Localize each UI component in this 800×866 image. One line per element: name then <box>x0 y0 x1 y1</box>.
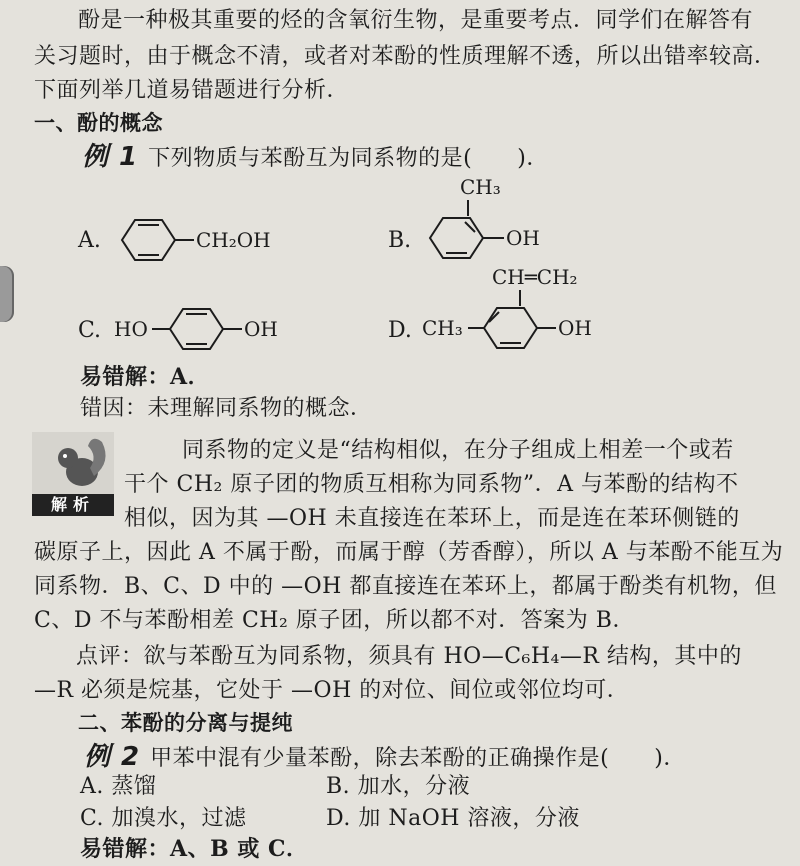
option-c-right-group: OH <box>244 317 278 341</box>
example-1-question-text: 下列物质与苯酚互为同系物的是( )． <box>148 146 549 171</box>
option-a-group: CH₂OH <box>196 228 271 252</box>
option-d-structure <box>422 262 622 362</box>
analysis-line-6: C、D 不与苯酚相差 CH₂ 原子团，所以都不对．答案为 B． <box>34 608 635 633</box>
example-2-option-b: B. 加水，分液 <box>326 774 471 799</box>
example-2-question <box>84 742 686 774</box>
page-side-tab[interactable] <box>0 266 14 322</box>
option-b-label: B. <box>388 228 412 253</box>
intro-line-3: 下面列举几道易错题进行分析． <box>34 78 350 103</box>
option-d-label: D. <box>388 318 412 343</box>
example-2-wrong-answer: 易错解：A、B 或 C． <box>80 836 309 862</box>
example-1-question <box>82 142 549 174</box>
example-1-wrong-reason: 错因：未理解同系物的概念． <box>80 396 373 421</box>
example-2-question-text: 甲苯中混有少量苯酚，除去苯酚的正确操作是( )． <box>150 746 686 771</box>
analysis-line-5: 同系物．B、C、D 中的 —OH 都直接连在苯环上，都属于酚类有机物，但 <box>34 574 777 599</box>
option-c-structure <box>114 298 304 358</box>
option-d-left-group: CH₃ <box>422 316 463 340</box>
option-b-oh: OH <box>506 226 540 250</box>
example-2-tag: 例 2 <box>84 742 141 772</box>
analysis-line-4: 碳原子上，因此 A 不属于酚，而属于醇（芳香醇），所以 A 与苯酚不能互为 <box>34 540 784 565</box>
option-c-left-group: HO <box>114 317 148 341</box>
example-2-option-a: A. 蒸馏 <box>80 774 157 799</box>
example-2-option-d: D. 加 NaOH 溶液，分液 <box>326 806 580 831</box>
option-b-structure <box>420 172 560 272</box>
intro-line-2: 关习题时，由于概念不清，或者对苯酚的性质理解不透，所以出错率较高． <box>34 44 777 69</box>
example-1-wrong-answer: 易错解：A． <box>80 364 211 390</box>
section-1-title: 一、酚的概念 <box>34 110 163 135</box>
option-d-top-group: CH═CH₂ <box>492 265 578 289</box>
option-a-structure <box>112 210 271 270</box>
section-2-title: 二、苯酚的分离与提纯 <box>78 710 293 735</box>
analysis-line-2: 干个 CH₂ 原子团的物质互相称为同系物”．A 与苯酚的结构不 <box>124 472 739 497</box>
option-d-right-group: OH <box>558 316 592 340</box>
analysis-line-1: 同系物的定义是“结构相似，在分子组成上相差一个或若 <box>182 438 734 463</box>
option-b-top-group: CH₃ <box>460 175 501 199</box>
analysis-line-3: 相似，因为其 —OH 未直接连在苯环上，而是连在苯环侧链的 <box>124 506 740 531</box>
intro-line-1: 酚是一种极其重要的烃的含氧衍生物，是重要考点．同学们在解答有 <box>78 8 754 33</box>
option-c-label: C. <box>78 318 102 343</box>
example-1-tag: 例 1 <box>82 142 139 172</box>
comment-line-1: 点评：欲与苯酚互为同系物，须具有 HO—C₆H₄—R 结构，其中的 <box>76 644 742 669</box>
comment-line-2: —R 必须是烷基，它处于 —OH 的对位、间位或邻位均可． <box>34 678 630 703</box>
option-a-label: A. <box>78 228 101 253</box>
example-2-option-c: C. 加溴水，过滤 <box>80 806 247 831</box>
analysis-badge: 解析 <box>32 494 114 516</box>
